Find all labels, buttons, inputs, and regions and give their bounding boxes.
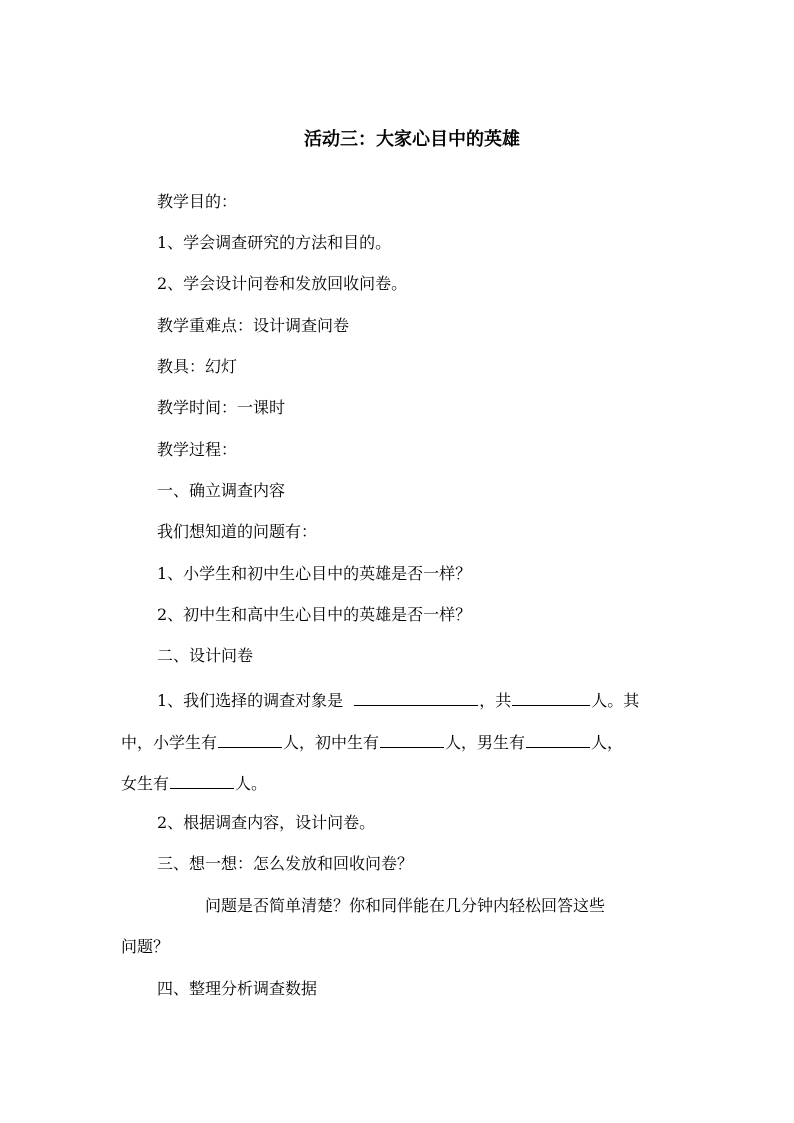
survey-text: 人，初中生有 <box>283 733 380 752</box>
survey-text: 人，男生有 <box>445 733 526 752</box>
survey-paragraph-line-1 <box>157 687 639 712</box>
design-step-line: 2、根据调查内容，设计问卷。 <box>157 813 376 832</box>
key-point-line: 教学重难点：设计调查问卷 <box>157 316 350 335</box>
section-heading-4: 四、整理分析调查数据 <box>157 979 318 998</box>
document-title: 活动三：大家心目中的英雄 <box>304 129 520 150</box>
survey-target-blank <box>354 687 478 706</box>
objective-item-1: 1、学会调查研究的方法和目的。 <box>157 233 392 252</box>
survey-text: 女生有 <box>121 774 170 793</box>
survey-total-blank <box>512 687 590 706</box>
survey-text: 人。 <box>235 774 268 793</box>
survey-text: 1、我们选择的调查对象是 <box>157 691 344 710</box>
section-heading-3: 三、想一想：怎么发放和回收问卷？ <box>157 854 414 873</box>
objective-item-2: 2、学会设计问卷和发放回收问卷。 <box>157 274 408 293</box>
objective-heading: 教学目的： <box>157 192 238 211</box>
teaching-aids-line: 教具：幻灯 <box>157 357 238 376</box>
survey-text: 人， <box>591 733 624 752</box>
question-item-1: 1、小学生和初中生心目中的英雄是否一样？ <box>157 564 472 583</box>
survey-paragraph-line-2 <box>121 729 681 754</box>
survey-paragraph-line-3 <box>121 770 681 795</box>
section-heading-1: 一、确立调查内容 <box>157 481 286 500</box>
reflection-line-1: 问题是否简单清楚？你和同伴能在几分钟内轻松回答这些 <box>205 896 606 915</box>
survey-text: ，共 <box>479 691 512 710</box>
survey-text: 中，小学生有 <box>121 733 218 752</box>
process-heading: 教学过程： <box>157 440 238 459</box>
reflection-line-2: 问题？ <box>121 937 170 956</box>
teaching-time-line: 教学时间：一课时 <box>157 398 286 417</box>
junior-count-blank <box>380 729 444 748</box>
section-heading-2: 二、设计问卷 <box>157 646 254 665</box>
question-item-2: 2、初中生和高中生心目中的英雄是否一样？ <box>157 605 472 624</box>
girls-count-blank <box>170 770 234 789</box>
primary-count-blank <box>218 729 282 748</box>
survey-text: 人。其 <box>591 691 640 710</box>
boys-count-blank <box>526 729 590 748</box>
questions-intro: 我们想知道的问题有： <box>157 522 318 541</box>
